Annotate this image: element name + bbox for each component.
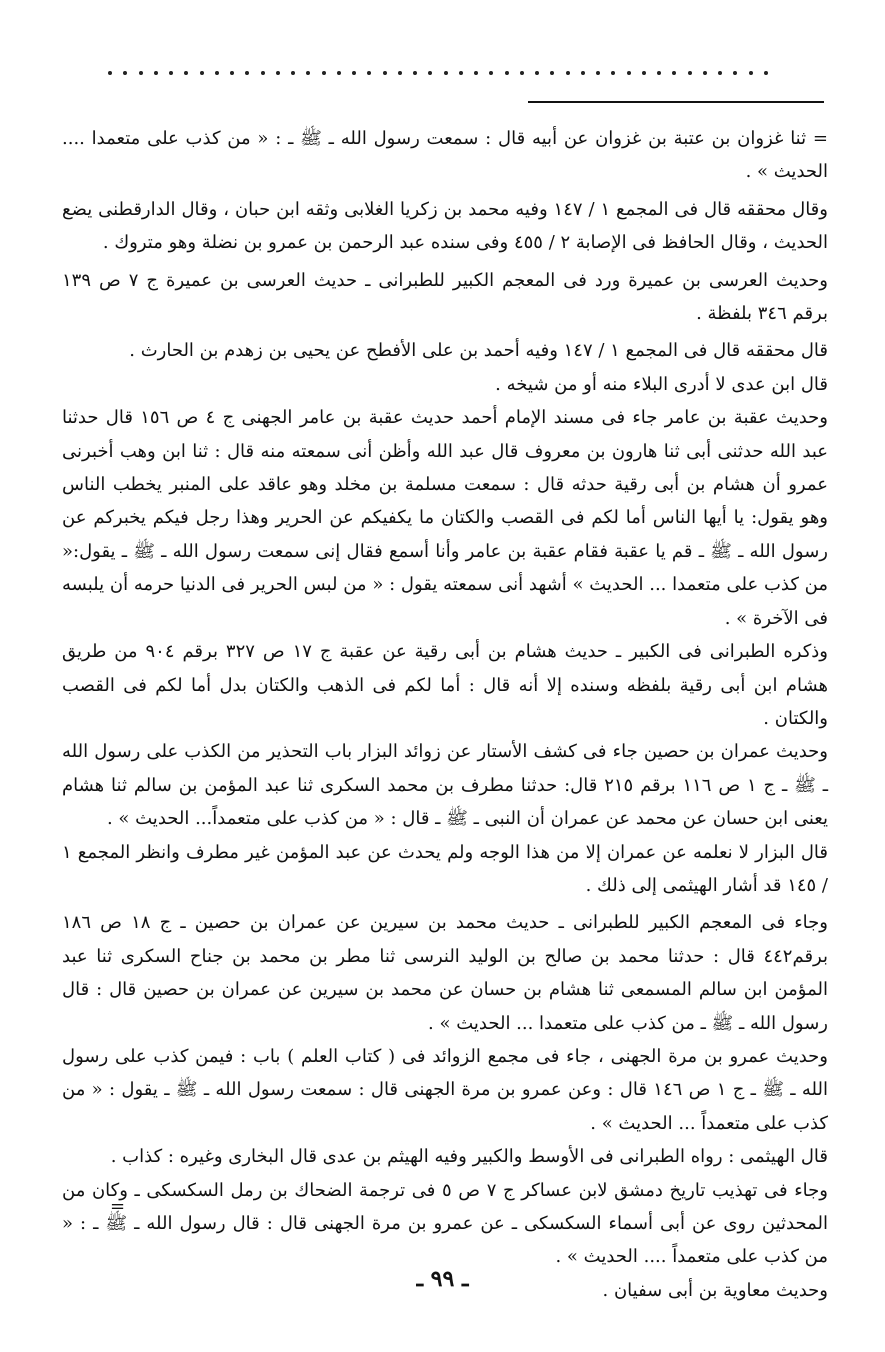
separator-dot <box>230 71 234 75</box>
separator-dot <box>611 71 615 75</box>
paragraph: قال البزار لا نعلمه عن عمران إلا من هذا الوجه ولم يحدث عن عبد المؤمن غير مطرف وانظر المجمع ١ / ١٤٥ قد أشار الهيثمى إلى ذلك . <box>62 841 828 896</box>
separator-dot <box>337 71 341 75</box>
separator-dot <box>581 71 585 75</box>
paragraph: = ثنا غزوان بن عتبة بن غزوان عن أبيه قال : سمعت رسول الله ـ ﷺ ـ : « من كذب على متعمدا .... الحديث » . <box>62 128 828 183</box>
separator-dot <box>688 71 692 75</box>
paragraph: وحديث العرسى بن عميرة ورد فى المعجم الكبير للطبرانى ـ حديث العرسى بن عميرة ج ٧ ص ١٣٩ برقم ٣٤٦ بلفظة . <box>62 269 829 325</box>
separator-dot <box>733 71 737 75</box>
separator-dot <box>261 71 265 75</box>
separator-dot <box>291 71 295 75</box>
separator-dot <box>428 71 432 75</box>
separator-dot <box>184 71 188 75</box>
separator-dot <box>215 71 219 75</box>
separator-dot <box>596 71 600 75</box>
paragraph: وحديث عقبة بن عامر جاء فى مسند الإمام أحمد حديث عقبة بن عامر الجهنى ج ٤ ص ١٥٦ قال حدثنا عبد الله حدثنى أبى ثنا هارون بن معروف قال عبد الله وأظن أنى سمعته منه قال : ثنا ابن وهب أخبرنى عمرو أن هشام بن أبى رقية حدثه قال : سمعت مسلمة بن مخلد وهو عاقد على المنبر يخطب الناس وهو يقول: يا أيها الناس أما لكم فى القصب والكتان ما يكفيكم عن الحرير وهذا رجل فيكم يخبركم عن رسول الله ـ ﷺ ـ قم يا عقبة فقام عقبة بن عامر وأنا أسمع فقال إنى سمعت رسول الله ـ ﷺ ـ يقول:« من كذب على متعمدا ... الحديث » أشهد أنى سمعته يقول : « من لبس الحرير فى الدنيا حرمه أن يلبسه فى الآخرة » . <box>62 407 828 629</box>
paragraph: قال ابن عدى لا أدرى البلاء منه أو من شيخه . <box>495 373 828 395</box>
paragraph: وحديث معاوية بن أبى سفيان . <box>602 1279 828 1301</box>
paragraph: وحديث عمرو بن مرة الجهنى ، جاء فى مجمع الزوائد فى ( كتاب العلم ) باب : فيمن كذب على رسول الله ـ ﷺ ـ ج ١ ص ١٤٦ قال : وعن عمرو بن مرة الجهنى قال : سمعت رسول الله ـ ﷺ ـ يقول : « من كذب على متعمداً ... الحديث » . <box>62 1045 828 1134</box>
paragraph: وجاء فى المعجم الكبير للطبرانى ـ حديث محمد بن سيرين عن عمران بن حصين ـ ج ١٨ ص ١٨٦ برقم٤٤٢ قال : حدثنا محمد بن صالح بن الوليد النرسى ثنا مطر بن محمد بن جناح السكرى ثنا عبد المؤمن ابن سالم المسمعى ثنا هشام بن حسان عن محمد بن سيرين عن عمران بن حصين قال : قال رسول الله ـ ﷺ ـ من كذب على متعمدا ... الحديث » . <box>62 912 828 1034</box>
separator-dot <box>245 71 249 75</box>
separator-dot <box>703 71 707 75</box>
separator-dot <box>764 71 768 75</box>
separator-dot <box>398 71 402 75</box>
separator-dot <box>718 71 722 75</box>
paragraph: قال محققه قال فى المجمع ١ / ١٤٧ وفيه أحمد بن على الأفطح عن يحيى بن زهدم بن الحارث . <box>129 340 828 362</box>
separator-dot <box>672 71 676 75</box>
separator-dot <box>200 71 204 75</box>
page-number: ـ ٩٩ ـ <box>416 1266 469 1292</box>
separator-dot <box>276 71 280 75</box>
paragraph: وجاء فى تهذيب تاريخ دمشق لابن عساكر ج ٧ ص ٥ فى ترجمة الضحاك بن رمل السكسكى ـ وكان من المحدثين روى عن أبى أسماء السكسكى ـ عن عمرو بن مرة الجهنى قال : قال رسول الله ـ ﷺ ـ : « من كذب على متعمداً .... الحديث » . <box>62 1179 828 1268</box>
separator-dot <box>657 71 661 75</box>
paragraph: وقال محققه قال فى المجمع ١ / ١٤٧ وفيه محمد بن زكريا الغلابى وثقه ابن حبان ، وقال الدارقطنى يضع الحديث ، وقال الحافظ فى الإصابة ٢ / ٤٥٥ وفى سنده عبد الرحمن بن عمرو بن نضلة وهو متروك . <box>62 198 828 254</box>
separator-dot <box>139 71 143 75</box>
separator-dot <box>367 71 371 75</box>
separator-dot <box>749 71 753 75</box>
separator-dot <box>505 71 509 75</box>
separator-dot <box>627 71 631 75</box>
separator-dot <box>306 71 310 75</box>
separator-dot <box>642 71 646 75</box>
separator-dot <box>566 71 570 75</box>
paragraph: وذكره الطبرانى فى الكبير ـ حديث هشام بن أبى رقية عن عقبة ج ١٧ ص ٣٢٧ برقم ٩٠٤ من طريق هشام ابن أبى رقية بلفظه وسنده إلا أنه قال : أما لكم فى الذهب والكتان بدل أما لكم فى القصب والكتان . <box>62 641 828 729</box>
separator-dot <box>550 71 554 75</box>
separator-dot <box>489 71 493 75</box>
separator-dot <box>474 71 478 75</box>
dotted-separator <box>108 64 768 82</box>
separator-dot <box>123 71 127 75</box>
separator-dot <box>535 71 539 75</box>
separator-dot <box>108 71 112 75</box>
separator-dot <box>520 71 524 75</box>
footnote-rule <box>528 101 824 103</box>
separator-dot <box>169 71 173 75</box>
separator-dot <box>444 71 448 75</box>
footnote-body <box>62 122 828 1307</box>
separator-dot <box>459 71 463 75</box>
paragraph: قال الهيثمى : رواه الطبرانى فى الأوسط والكبير وفيه الهيثم بن عدى قال البخارى وغيره : كذاب . <box>110 1146 828 1168</box>
separator-dot <box>413 71 417 75</box>
continuation-mark: = <box>110 1196 126 1217</box>
paragraph: وحديث عمران بن حصين جاء فى كشف الأستار عن زوائد البزار باب التحذير من الكذب على رسول الله ـ ﷺ ـ ج ١ ص ١١٦ برقم ٢١٥ قال: حدثنا مطرف بن محمد السكرى ثنا عبد المؤمن بن سالم ثنا هشام يعنى ابن حسان عن محمد عن عمران أن النبى ـ ﷺ ـ قال : « من كذب على متعمداً... الحديث » . <box>62 741 829 830</box>
separator-dot <box>352 71 356 75</box>
separator-dot <box>154 71 158 75</box>
separator-dot <box>322 71 326 75</box>
separator-dot <box>383 71 387 75</box>
